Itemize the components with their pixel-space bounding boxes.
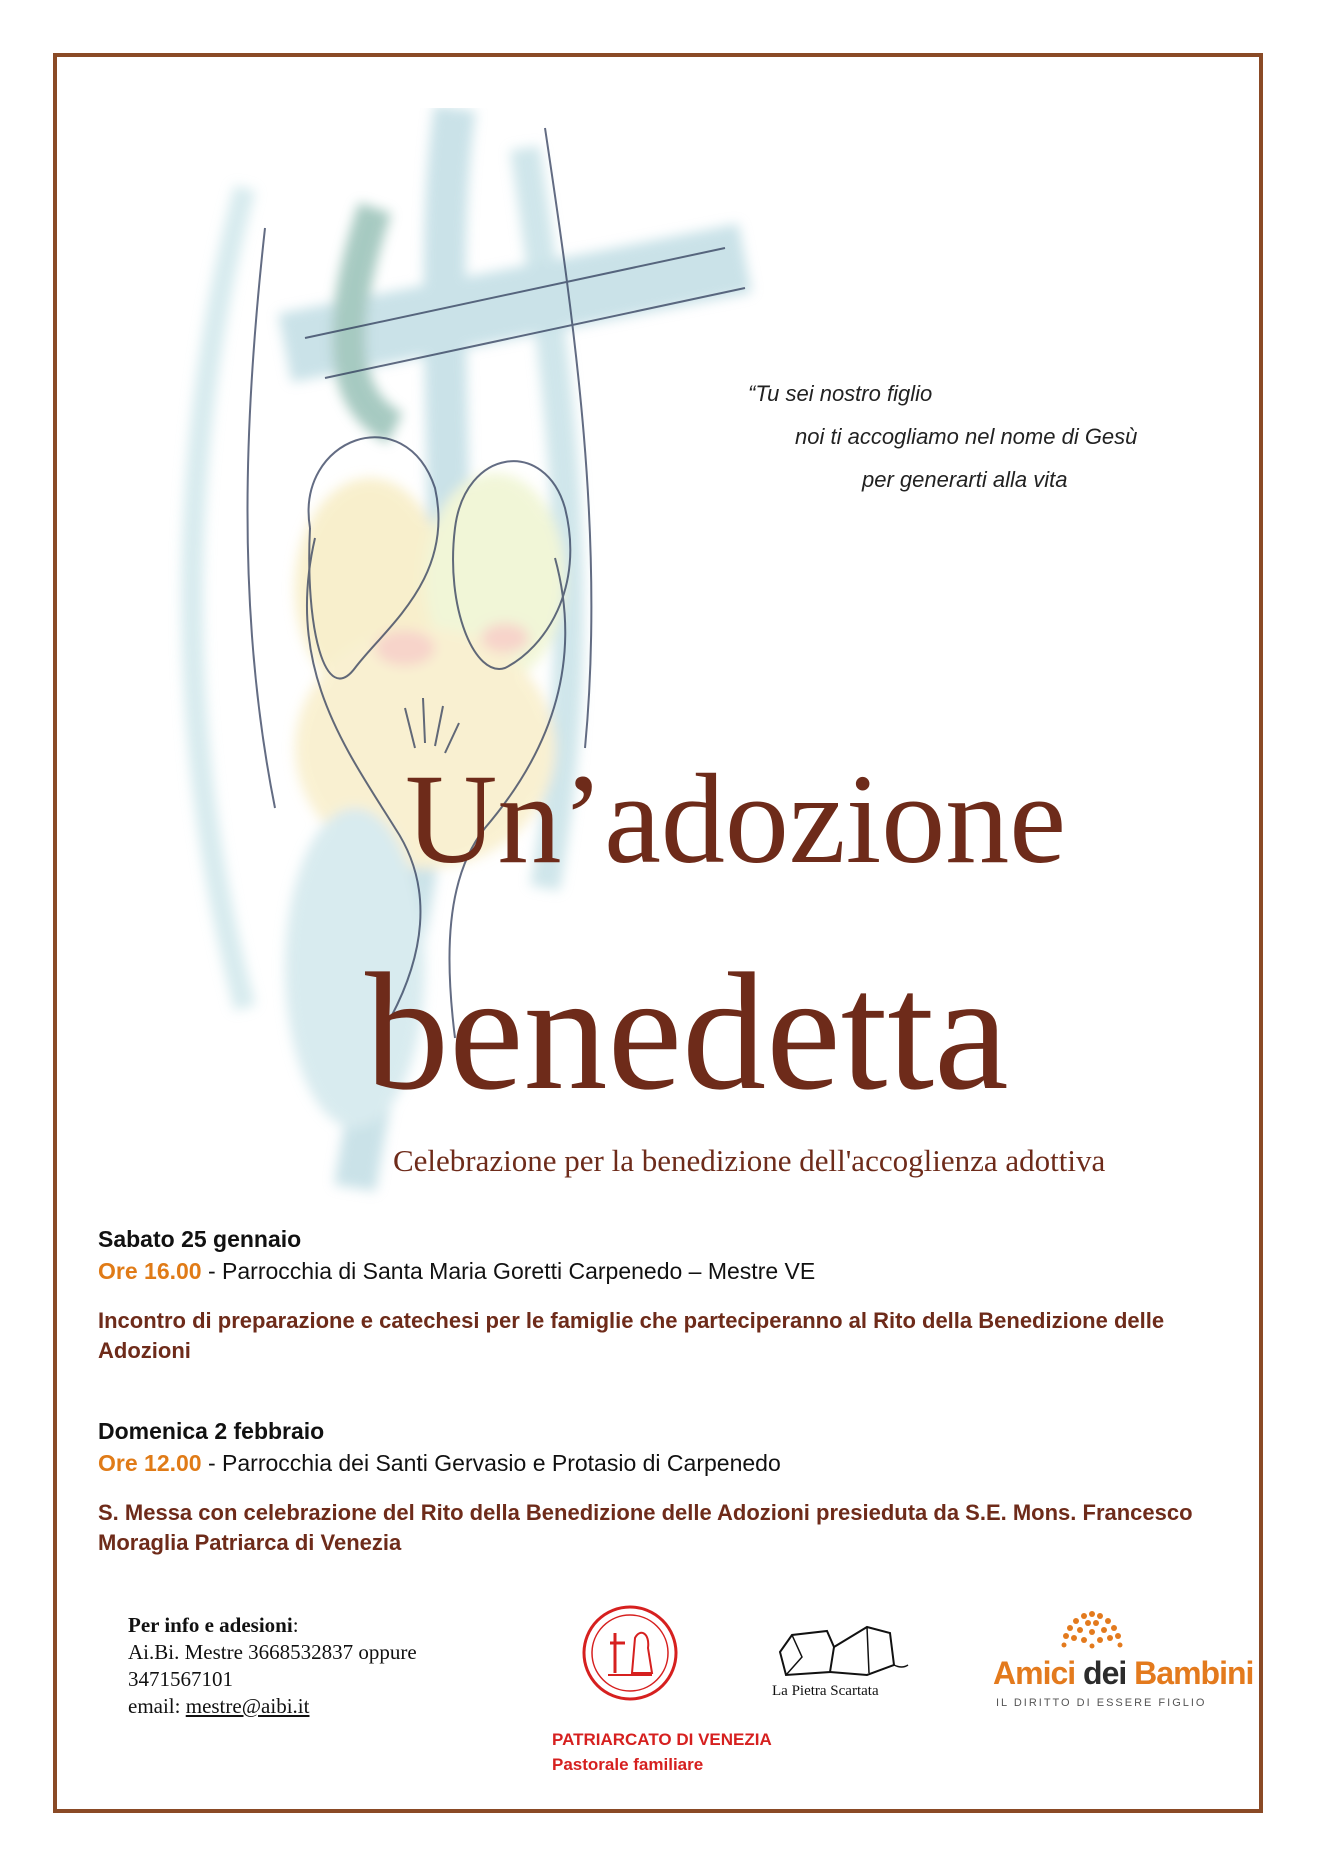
- info-email-label: email:: [128, 1694, 186, 1718]
- event-2-place: Parrocchia dei Santi Gervasio e Protasio di Carpenedo: [222, 1450, 781, 1476]
- event-1-day: Sabato 25 gennaio: [98, 1226, 302, 1252]
- amici-dei-bambini-tagline: IL DIRITTO DI ESSERE FIGLIO: [996, 1697, 1207, 1709]
- event-2-separator: -: [201, 1450, 223, 1476]
- patriarcato-seal-logo: [580, 1603, 680, 1703]
- event-1-description: Incontro di preparazione e catechesi per le famiglie che parteciperanno al Rito della Benedizione delle Adozioni: [98, 1308, 1165, 1363]
- event-1-place: Parrocchia di Santa Maria Goretti Carpenedo – Mestre VE: [222, 1258, 816, 1284]
- amici-dei-bambini-tree-icon: [1052, 1608, 1132, 1656]
- amici-name-part-2: dei: [1083, 1655, 1127, 1691]
- info-phone-line-2: 3471567101: [128, 1667, 233, 1691]
- info-block: [128, 1612, 417, 1720]
- event-1-time-line: [98, 1258, 815, 1285]
- event-2-description: S. Messa con celebrazione del Rito della Benedizione delle Adozioni presieduta da S.E. Mons. Francesco Moraglia Patriarca di Venezia: [98, 1500, 1193, 1555]
- pietra-scartata-logo: [772, 1617, 912, 1687]
- email-link[interactable]: mestre@aibi.it: [185, 1694, 310, 1718]
- subtitle: Celebrazione per la benedizione dell'accoglienza adottiva: [393, 1143, 1106, 1178]
- info-colon: :: [292, 1613, 299, 1637]
- patriarcato-subtitle: Pastorale familiare: [552, 1755, 704, 1774]
- quote-line-3: per generarti alla vita: [862, 467, 1068, 492]
- event-2-time: Ore 12.00: [98, 1450, 202, 1476]
- event-1-separator: -: [201, 1258, 223, 1284]
- pietra-scartata-name: La Pietra Scartata: [772, 1683, 879, 1699]
- amici-name-part-3: Bambini: [1126, 1655, 1254, 1691]
- quote-line-2: noi ti accogliamo nel nome di Gesù: [795, 424, 1138, 449]
- event-1-time: Ore 16.00: [98, 1258, 202, 1284]
- event-2-time-line: [98, 1450, 781, 1477]
- patriarcato-title: PATRIARCATO DI VENEZIA: [552, 1730, 772, 1749]
- info-phone-line-1: Ai.Bi. Mestre 3668532837 oppure: [128, 1640, 417, 1664]
- event-2-day: Domenica 2 febbraio: [98, 1418, 325, 1444]
- title-line-2: benedetta: [365, 939, 1009, 1125]
- title-line-1: Un’adozione: [405, 748, 1067, 890]
- amici-name-part-1: Amici: [993, 1655, 1084, 1691]
- amici-dei-bambini-name: [993, 1655, 1253, 1692]
- quote-line-1: “Tu sei nostro figlio: [748, 381, 933, 406]
- info-heading: Per info e adesioni: [128, 1613, 293, 1637]
